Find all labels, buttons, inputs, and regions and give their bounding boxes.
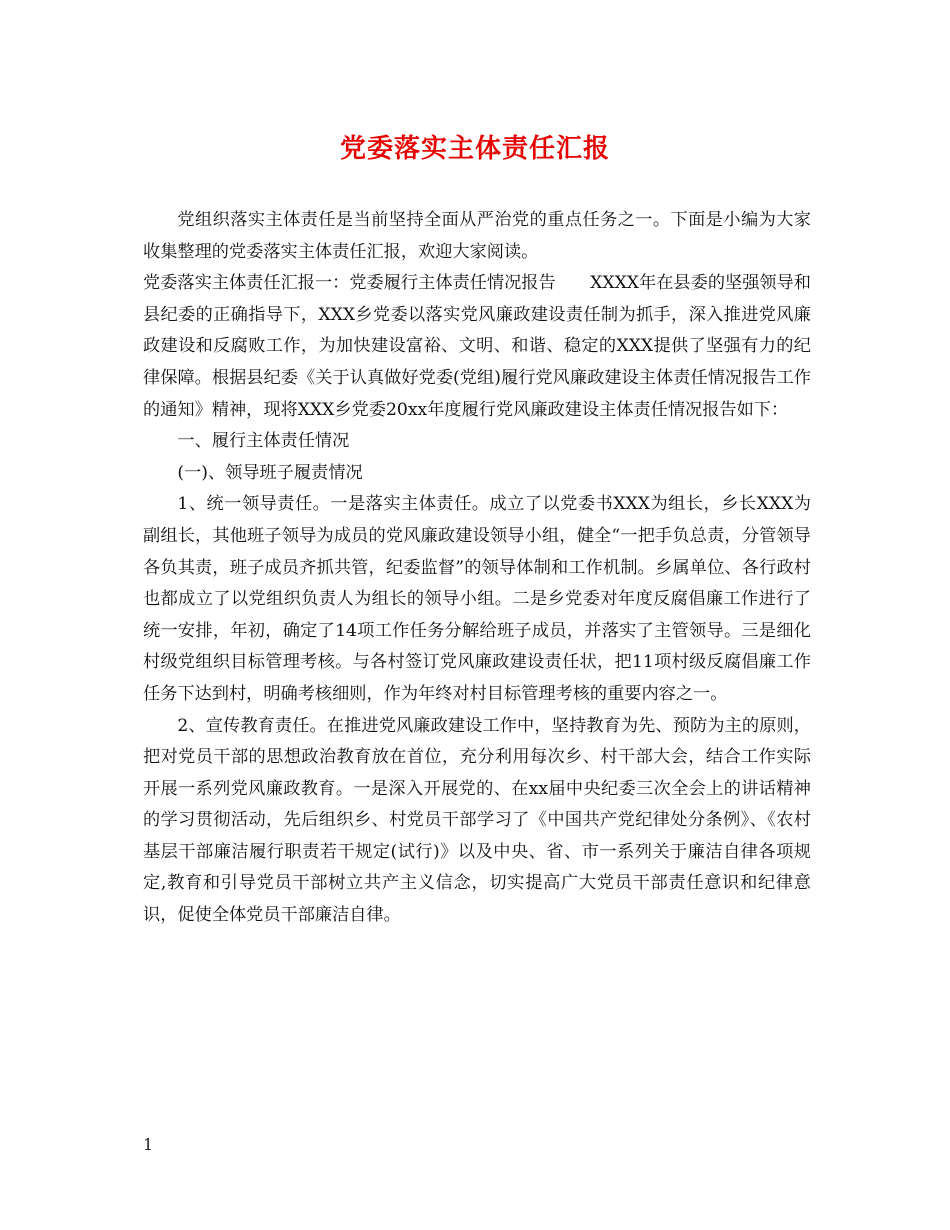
paragraph-report-opening: 党委落实主体责任汇报一：党委履行主体责任情况报告 XXXX年在县委的坚强领导和县纪委的正确指导下，XXX乡党委以落实党风廉政建设责任制为抓手，深入推进党风廉政建设和反腐败工作，为加快建设富裕、文明、和谐、稳定的XXX提供了坚强有力的纪律保障。根据县纪委《关于认真做好党委(党组)履行党风廉政建设主体责任情况报告工作的通知》精神，现将XXX乡党委20xx年度履行党风廉政建设主体责任情况报告如下： [143,273,811,420]
paragraph-intro: 党组织落实主体责任是当前坚持全面从严治党的重点任务之一。下面是小编为大家收集整理的党委落实主体责任汇报，欢迎大家阅读。 [143,210,811,262]
paragraph-education-responsibility: 2、宣传教育责任。在推进党风廉政建设工作中，坚持教育为先、预防为主的原则，把对党员干部的思想政治教育放在首位，充分利用每次乡、村干部大会，结合工作实际开展一系列党风廉政教育。一是深入开展党的、在xx届中央纪委三次全会上的讲话精神的学习贯彻活动，先后组织乡、村党员干部学习了《中国共产党纪律处分条例》、《农村基层干部廉洁履行职责若干规定(试行)》以及中央、省、市一系列关于廉洁自律各项规定,教育和引导党员干部树立共产主义信念，切实提高广大党员干部责任意识和纪律意识，促使全体党员干部廉洁自律。 [143,715,811,926]
page-number: 1 [143,1135,154,1154]
section-heading-1: 一、履行主体责任情况 [177,431,350,452]
document-body [143,205,811,932]
subsection-heading-1: (一)、领导班子履责情况 [177,462,363,483]
paragraph-leadership-responsibility: 1、统一领导责任。一是落实主体责任。成立了以党委书XXX为组长，乡长XXX为副组长，其他班子领导为成员的党风廉政建设领导小组，健全“一把手负总责，分管领导各负其责，班子成员齐抓共管，纪委监督”的领导体制和工作机制。乡属单位、各行政村也都成立了以党组织负责人为组长的领导小组。二是乡党委对年度反腐倡廉工作进行了统一安排，年初，确定了14项工作任务分解给班子成员，并落实了主管领导。三是细化村级党组织目标管理考核。与各村签订党风廉政建设责任状，把11项村级反腐倡廉工作任务下达到村，明确考核细则，作为年终对村目标管理考核的重要内容之一。 [143,494,811,704]
document-title: 党委落实主体责任汇报 [339,134,610,164]
